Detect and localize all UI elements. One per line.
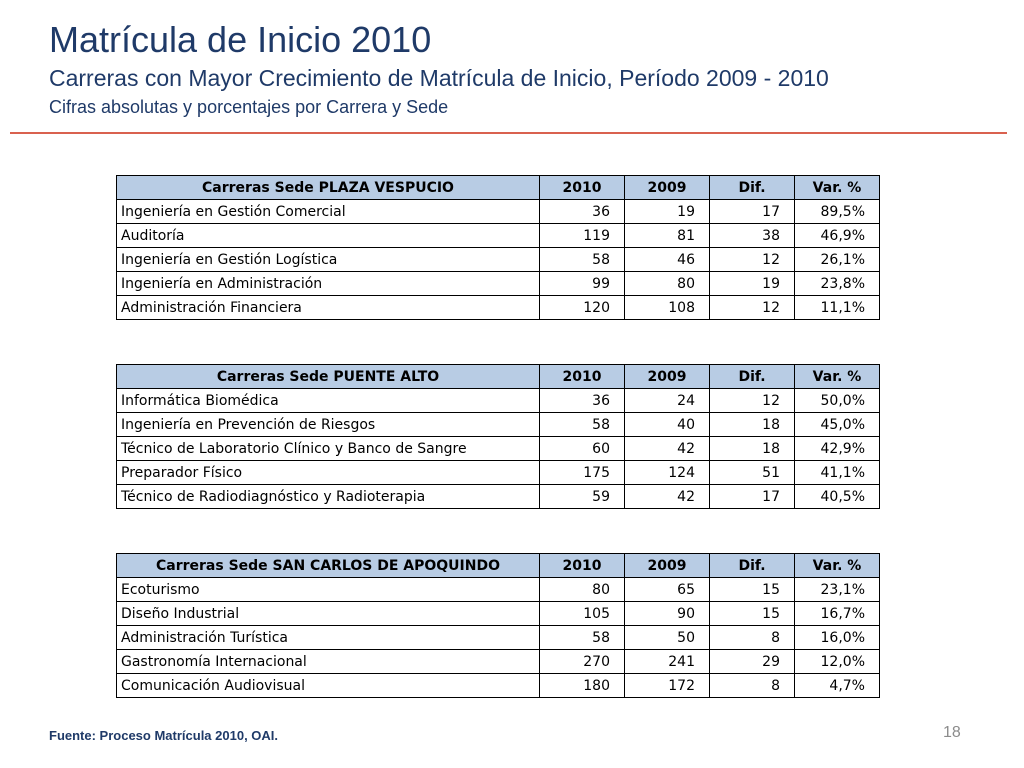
- cell-2009: 80: [625, 272, 710, 296]
- header-var: Var. %: [795, 176, 880, 200]
- cell-var: 16,0%: [795, 626, 880, 650]
- cell-2010: 180: [540, 674, 625, 698]
- table-row: [117, 248, 880, 272]
- cell-diff: 51: [710, 461, 795, 485]
- header-var: Var. %: [795, 365, 880, 389]
- cell-2010: 36: [540, 200, 625, 224]
- cell-2010: 270: [540, 650, 625, 674]
- source-note: Fuente: Proceso Matrícula 2010, OAI.: [49, 728, 279, 743]
- cell-2009: 46: [625, 248, 710, 272]
- cell-diff: 18: [710, 413, 795, 437]
- table-row: [117, 650, 880, 674]
- cell-2010: 60: [540, 437, 625, 461]
- header-2009: 2009: [625, 554, 710, 578]
- cell-var: 12,0%: [795, 650, 880, 674]
- cell-2010: 58: [540, 626, 625, 650]
- table-row: [117, 389, 880, 413]
- cell-var: 11,1%: [795, 296, 880, 320]
- cell-2009: 65: [625, 578, 710, 602]
- cell-2010: 105: [540, 602, 625, 626]
- cell-career: Administración Turística: [117, 626, 540, 650]
- header-career: Carreras Sede PLAZA VESPUCIO: [117, 176, 540, 200]
- cell-career: Comunicación Audiovisual: [117, 674, 540, 698]
- table-header-row: [117, 176, 880, 200]
- cell-var: 50,0%: [795, 389, 880, 413]
- cell-career: Técnico de Radiodiagnóstico y Radioterapia: [117, 485, 540, 509]
- cell-var: 40,5%: [795, 485, 880, 509]
- header-diff: Dif.: [710, 554, 795, 578]
- cell-diff: 12: [710, 248, 795, 272]
- cell-2009: 50: [625, 626, 710, 650]
- cell-var: 42,9%: [795, 437, 880, 461]
- cell-career: Ingeniería en Gestión Comercial: [117, 200, 540, 224]
- cell-career: Informática Biomédica: [117, 389, 540, 413]
- cell-var: 89,5%: [795, 200, 880, 224]
- table-row: [117, 296, 880, 320]
- cell-2009: 241: [625, 650, 710, 674]
- cell-career: Técnico de Laboratorio Clínico y Banco de Sangre: [117, 437, 540, 461]
- cell-diff: 17: [710, 200, 795, 224]
- cell-var: 41,1%: [795, 461, 880, 485]
- slide-subtitle: Carreras con Mayor Crecimiento de Matrícula de Inicio, Período 2009 - 2010: [49, 65, 829, 91]
- cell-2010: 120: [540, 296, 625, 320]
- cell-2010: 36: [540, 389, 625, 413]
- cell-career: Preparador Físico: [117, 461, 540, 485]
- table-row: [117, 578, 880, 602]
- header-career: Carreras Sede PUENTE ALTO: [117, 365, 540, 389]
- cell-2010: 58: [540, 413, 625, 437]
- cell-var: 45,0%: [795, 413, 880, 437]
- header-2010: 2010: [540, 365, 625, 389]
- cell-diff: 15: [710, 578, 795, 602]
- cell-var: 23,8%: [795, 272, 880, 296]
- cell-var: 23,1%: [795, 578, 880, 602]
- header-career: Carreras Sede SAN CARLOS DE APOQUINDO: [117, 554, 540, 578]
- slide-title: Matrícula de Inicio 2010: [49, 19, 432, 60]
- table-row: [117, 413, 880, 437]
- cell-2009: 108: [625, 296, 710, 320]
- header-diff: Dif.: [710, 365, 795, 389]
- cell-diff: 19: [710, 272, 795, 296]
- cell-2009: 81: [625, 224, 710, 248]
- cell-career: Diseño Industrial: [117, 602, 540, 626]
- table-row: [117, 485, 880, 509]
- header-var: Var. %: [795, 554, 880, 578]
- table-row: [117, 626, 880, 650]
- cell-var: 4,7%: [795, 674, 880, 698]
- cell-2009: 172: [625, 674, 710, 698]
- cell-career: Ecoturismo: [117, 578, 540, 602]
- table-puente-alto: [116, 364, 880, 509]
- cell-diff: 12: [710, 389, 795, 413]
- cell-2009: 42: [625, 437, 710, 461]
- cell-diff: 15: [710, 602, 795, 626]
- cell-diff: 8: [710, 626, 795, 650]
- title-divider: [10, 132, 1007, 134]
- table-row: [117, 200, 880, 224]
- cell-2009: 40: [625, 413, 710, 437]
- cell-2009: 90: [625, 602, 710, 626]
- cell-2010: 175: [540, 461, 625, 485]
- cell-2009: 19: [625, 200, 710, 224]
- table-row: [117, 224, 880, 248]
- cell-diff: 12: [710, 296, 795, 320]
- cell-career: Ingeniería en Prevención de Riesgos: [117, 413, 540, 437]
- cell-career: Auditoría: [117, 224, 540, 248]
- cell-var: 16,7%: [795, 602, 880, 626]
- table-san-carlos-de-apoquindo: [116, 553, 880, 698]
- cell-2010: 58: [540, 248, 625, 272]
- header-2009: 2009: [625, 365, 710, 389]
- header-diff: Dif.: [710, 176, 795, 200]
- cell-var: 26,1%: [795, 248, 880, 272]
- header-2009: 2009: [625, 176, 710, 200]
- cell-2010: 99: [540, 272, 625, 296]
- cell-career: Ingeniería en Administración: [117, 272, 540, 296]
- cell-diff: 29: [710, 650, 795, 674]
- cell-2009: 42: [625, 485, 710, 509]
- slide-caption: Cifras absolutas y porcentajes por Carrera y Sede: [49, 97, 449, 117]
- header-2010: 2010: [540, 554, 625, 578]
- header-2010: 2010: [540, 176, 625, 200]
- cell-diff: 8: [710, 674, 795, 698]
- table-row: [117, 461, 880, 485]
- cell-career: Ingeniería en Gestión Logística: [117, 248, 540, 272]
- table-row: [117, 674, 880, 698]
- cell-var: 46,9%: [795, 224, 880, 248]
- cell-career: Administración Financiera: [117, 296, 540, 320]
- cell-2010: 80: [540, 578, 625, 602]
- cell-diff: 38: [710, 224, 795, 248]
- cell-diff: 17: [710, 485, 795, 509]
- table-header-row: [117, 365, 880, 389]
- cell-2009: 24: [625, 389, 710, 413]
- page-number: 18: [943, 724, 961, 741]
- cell-2009: 124: [625, 461, 710, 485]
- table-row: [117, 602, 880, 626]
- cell-diff: 18: [710, 437, 795, 461]
- table-row: [117, 272, 880, 296]
- table-plaza-vespucio: [116, 175, 880, 320]
- cell-2010: 119: [540, 224, 625, 248]
- cell-2010: 59: [540, 485, 625, 509]
- table-header-row: [117, 554, 880, 578]
- table-row: [117, 437, 880, 461]
- cell-career: Gastronomía Internacional: [117, 650, 540, 674]
